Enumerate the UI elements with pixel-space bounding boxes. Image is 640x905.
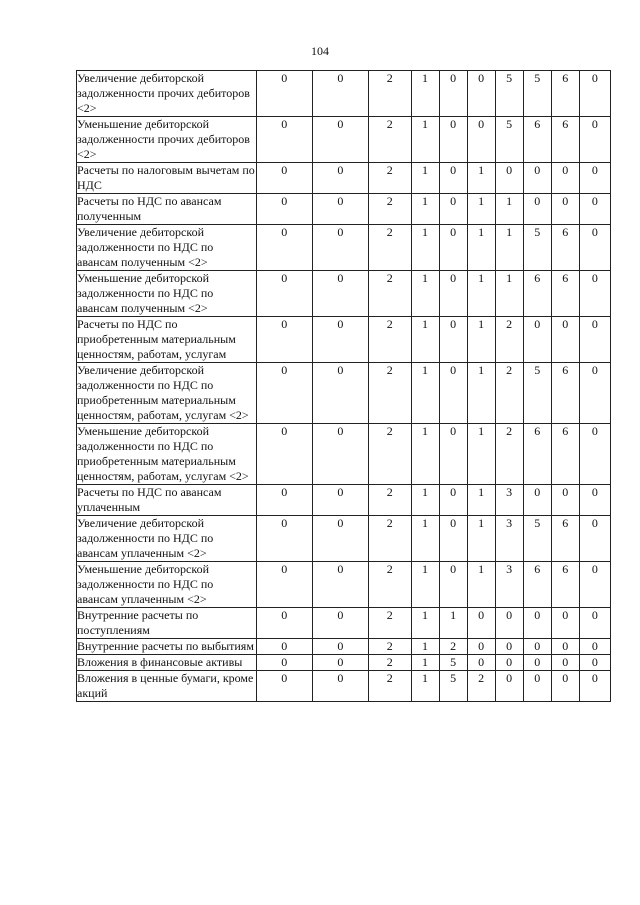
code-digit-cell: 6	[551, 363, 579, 424]
code-digit-cell: 0	[579, 485, 610, 516]
code-digit-cell: 2	[368, 655, 411, 671]
code-digit-cell: 0	[551, 485, 579, 516]
code-digit-cell: 0	[256, 562, 312, 608]
code-digit-cell: 0	[256, 655, 312, 671]
code-digit-cell: 5	[439, 655, 467, 671]
code-digit-cell: 1	[411, 117, 439, 163]
table-row	[77, 485, 611, 516]
code-digit-cell: 1	[467, 516, 495, 562]
table-row	[77, 163, 611, 194]
code-digit-cell: 0	[467, 639, 495, 655]
code-digit-cell: 0	[551, 163, 579, 194]
code-digit-cell: 2	[368, 163, 411, 194]
code-digit-cell: 1	[439, 608, 467, 639]
code-digit-cell: 1	[411, 363, 439, 424]
table-row	[77, 271, 611, 317]
code-digit-cell: 0	[439, 117, 467, 163]
code-digit-cell: 0	[523, 485, 551, 516]
code-digit-cell: 6	[551, 562, 579, 608]
account-name-cell: Увеличение дебиторской задолженности по НДС по приобретенным материальным ценностям, работам, услугам <2>	[77, 363, 257, 424]
code-digit-cell: 0	[312, 424, 368, 485]
code-digit-cell: 1	[411, 655, 439, 671]
code-digit-cell: 2	[368, 117, 411, 163]
code-digit-cell: 2	[439, 639, 467, 655]
code-digit-cell: 0	[523, 163, 551, 194]
code-digit-cell: 0	[495, 163, 523, 194]
code-digit-cell: 0	[579, 71, 610, 117]
code-digit-cell: 0	[256, 271, 312, 317]
code-digit-cell: 2	[368, 516, 411, 562]
code-digit-cell: 2	[467, 671, 495, 702]
code-digit-cell: 0	[579, 363, 610, 424]
code-digit-cell: 5	[523, 363, 551, 424]
code-digit-cell: 0	[256, 516, 312, 562]
code-digit-cell: 0	[256, 317, 312, 363]
code-digit-cell: 2	[368, 363, 411, 424]
code-digit-cell: 1	[467, 363, 495, 424]
table-row	[77, 363, 611, 424]
code-digit-cell: 0	[439, 271, 467, 317]
code-digit-cell: 1	[411, 485, 439, 516]
code-digit-cell: 1	[411, 71, 439, 117]
code-digit-cell: 0	[523, 317, 551, 363]
account-name-cell: Уменьшение дебиторской задолженности прочих дебиторов <2>	[77, 117, 257, 163]
code-digit-cell: 0	[579, 271, 610, 317]
code-digit-cell: 0	[256, 225, 312, 271]
code-digit-cell: 0	[523, 671, 551, 702]
code-digit-cell: 0	[312, 516, 368, 562]
code-digit-cell: 2	[368, 317, 411, 363]
code-digit-cell: 0	[256, 71, 312, 117]
code-digit-cell: 0	[579, 562, 610, 608]
code-digit-cell: 0	[312, 194, 368, 225]
code-digit-cell: 2	[495, 317, 523, 363]
code-digit-cell: 5	[495, 117, 523, 163]
account-name-cell: Уменьшение дебиторской задолженности по НДС по авансам уплаченным <2>	[77, 562, 257, 608]
code-digit-cell: 0	[256, 639, 312, 655]
code-digit-cell: 2	[368, 424, 411, 485]
code-digit-cell: 1	[467, 194, 495, 225]
account-name-cell: Вложения в финансовые активы	[77, 655, 257, 671]
code-digit-cell: 0	[312, 117, 368, 163]
table-row	[77, 608, 611, 639]
code-digit-cell: 0	[579, 225, 610, 271]
code-digit-cell: 0	[312, 317, 368, 363]
account-name-cell: Расчеты по налоговым вычетам по НДС	[77, 163, 255, 192]
table-row	[77, 117, 611, 163]
code-digit-cell: 1	[411, 163, 439, 194]
code-digit-cell: 0	[312, 71, 368, 117]
code-digit-cell: 1	[495, 225, 523, 271]
table-row	[77, 562, 611, 608]
code-digit-cell: 0	[551, 671, 579, 702]
code-digit-cell: 0	[467, 71, 495, 117]
code-digit-cell: 0	[439, 363, 467, 424]
code-digit-cell: 0	[312, 608, 368, 639]
code-digit-cell: 0	[312, 655, 368, 671]
code-digit-cell: 6	[551, 225, 579, 271]
code-digit-cell: 1	[411, 225, 439, 271]
code-digit-cell: 5	[523, 71, 551, 117]
table-row	[77, 225, 611, 271]
account-name-cell: Уменьшение дебиторской задолженности по НДС по приобретенным материальным ценностям, работам, услугам <2>	[77, 424, 257, 485]
code-digit-cell: 0	[256, 363, 312, 424]
account-name-cell: Внутренние расчеты по выбытиям	[77, 639, 257, 655]
code-digit-cell: 0	[467, 117, 495, 163]
code-digit-cell: 0	[256, 671, 312, 702]
code-digit-cell: 1	[411, 271, 439, 317]
code-digit-cell: 5	[439, 671, 467, 702]
code-digit-cell: 0	[523, 639, 551, 655]
code-digit-cell: 1	[495, 194, 523, 225]
account-name-cell: Расчеты по НДС по приобретенным материальным ценностям, работам, услугам	[77, 317, 257, 363]
code-digit-cell: 0	[312, 671, 368, 702]
code-digit-cell: 0	[495, 655, 523, 671]
table-row	[77, 317, 611, 363]
account-name-cell: Увеличение дебиторской задолженности по НДС по авансам уплаченным <2>	[77, 516, 257, 562]
code-digit-cell: 0	[579, 117, 610, 163]
code-digit-cell: 0	[439, 194, 467, 225]
code-digit-cell: 1	[495, 271, 523, 317]
code-digit-cell: 0	[312, 163, 368, 194]
code-digit-cell: 0	[551, 655, 579, 671]
account-name-cell: Внутренние расчеты по поступлениям	[77, 608, 257, 639]
code-digit-cell: 3	[495, 516, 523, 562]
account-name-cell: Расчеты по НДС по авансам полученным	[77, 194, 257, 225]
code-digit-cell: 0	[495, 608, 523, 639]
code-digit-cell: 6	[551, 271, 579, 317]
table-row	[77, 671, 611, 702]
code-digit-cell: 1	[411, 562, 439, 608]
code-digit-cell: 5	[495, 71, 523, 117]
code-digit-cell: 0	[439, 562, 467, 608]
code-digit-cell: 1	[467, 562, 495, 608]
code-digit-cell: 1	[411, 424, 439, 485]
code-digit-cell: 0	[312, 271, 368, 317]
code-digit-cell: 1	[411, 639, 439, 655]
code-digit-cell: 2	[368, 225, 411, 271]
code-digit-cell: 0	[439, 424, 467, 485]
code-digit-cell: 1	[467, 485, 495, 516]
code-digit-cell: 0	[439, 485, 467, 516]
code-digit-cell: 0	[579, 671, 610, 702]
accounts-table	[76, 70, 611, 702]
code-digit-cell: 1	[411, 516, 439, 562]
code-digit-cell: 1	[411, 671, 439, 702]
code-digit-cell: 6	[523, 117, 551, 163]
code-digit-cell: 0	[579, 163, 610, 194]
code-digit-cell: 5	[523, 225, 551, 271]
code-digit-cell: 0	[439, 71, 467, 117]
code-digit-cell: 1	[467, 424, 495, 485]
code-digit-cell: 0	[579, 516, 610, 562]
code-digit-cell: 0	[467, 608, 495, 639]
code-digit-cell: 6	[551, 516, 579, 562]
code-digit-cell: 2	[368, 194, 411, 225]
code-digit-cell: 0	[256, 194, 312, 225]
code-digit-cell: 1	[411, 194, 439, 225]
code-digit-cell: 0	[523, 194, 551, 225]
account-name-cell: Вложения в ценные бумаги, кроме акций	[77, 671, 257, 702]
table-body	[77, 71, 611, 702]
code-digit-cell: 0	[439, 516, 467, 562]
code-digit-cell: 0	[579, 655, 610, 671]
code-digit-cell: 0	[439, 317, 467, 363]
code-digit-cell: 5	[523, 516, 551, 562]
account-name-cell: Расчеты по НДС по авансам уплаченным	[77, 485, 257, 516]
table-row	[77, 71, 611, 117]
table-row	[77, 639, 611, 655]
code-digit-cell: 0	[312, 639, 368, 655]
code-digit-cell: 1	[411, 317, 439, 363]
code-digit-cell: 1	[467, 163, 495, 194]
code-digit-cell: 0	[467, 655, 495, 671]
page-number: 104	[311, 44, 329, 58]
code-digit-cell: 0	[551, 317, 579, 363]
account-name-cell: Увеличение дебиторской задолженности по НДС по авансам полученным <2>	[77, 225, 257, 271]
code-digit-cell: 0	[256, 424, 312, 485]
code-digit-cell: 0	[439, 163, 467, 194]
code-digit-cell: 0	[495, 671, 523, 702]
code-digit-cell: 0	[579, 424, 610, 485]
code-digit-cell: 2	[368, 485, 411, 516]
account-name-cell: Увеличение дебиторской задолженности прочих дебиторов <2>	[77, 71, 257, 117]
code-digit-cell: 0	[579, 194, 610, 225]
code-digit-cell: 6	[523, 271, 551, 317]
code-digit-cell: 0	[551, 639, 579, 655]
code-digit-cell: 6	[523, 424, 551, 485]
code-digit-cell: 1	[411, 608, 439, 639]
code-digit-cell: 2	[368, 71, 411, 117]
code-digit-cell: 6	[551, 424, 579, 485]
code-digit-cell: 0	[551, 608, 579, 639]
code-digit-cell: 0	[579, 608, 610, 639]
table-row	[77, 655, 611, 671]
code-digit-cell: 0	[523, 608, 551, 639]
code-digit-cell: 0	[579, 317, 610, 363]
code-digit-cell: 0	[312, 485, 368, 516]
code-digit-cell: 6	[551, 71, 579, 117]
code-digit-cell: 0	[312, 225, 368, 271]
code-digit-cell: 2	[368, 562, 411, 608]
code-digit-cell: 0	[312, 363, 368, 424]
code-digit-cell: 0	[256, 163, 312, 194]
code-digit-cell: 0	[439, 225, 467, 271]
code-digit-cell: 1	[467, 225, 495, 271]
code-digit-cell: 3	[495, 562, 523, 608]
account-name-cell: Уменьшение дебиторской задолженности по НДС по авансам полученным <2>	[77, 271, 257, 317]
code-digit-cell: 0	[256, 608, 312, 639]
table-row	[77, 516, 611, 562]
code-digit-cell: 1	[467, 317, 495, 363]
code-digit-cell: 2	[368, 271, 411, 317]
code-digit-cell: 2	[495, 363, 523, 424]
code-digit-cell: 6	[523, 562, 551, 608]
table-row	[77, 194, 611, 225]
code-digit-cell: 0	[312, 562, 368, 608]
code-digit-cell: 2	[368, 671, 411, 702]
code-digit-cell: 3	[495, 485, 523, 516]
code-digit-cell: 0	[579, 639, 610, 655]
code-digit-cell: 2	[495, 424, 523, 485]
code-digit-cell: 2	[368, 639, 411, 655]
code-digit-cell: 1	[467, 271, 495, 317]
table-row	[77, 424, 611, 485]
code-digit-cell: 0	[523, 655, 551, 671]
code-digit-cell: 2	[368, 608, 411, 639]
code-digit-cell: 0	[495, 639, 523, 655]
code-digit-cell: 6	[551, 117, 579, 163]
code-digit-cell: 0	[551, 194, 579, 225]
code-digit-cell: 0	[256, 485, 312, 516]
code-digit-cell: 0	[256, 117, 312, 163]
